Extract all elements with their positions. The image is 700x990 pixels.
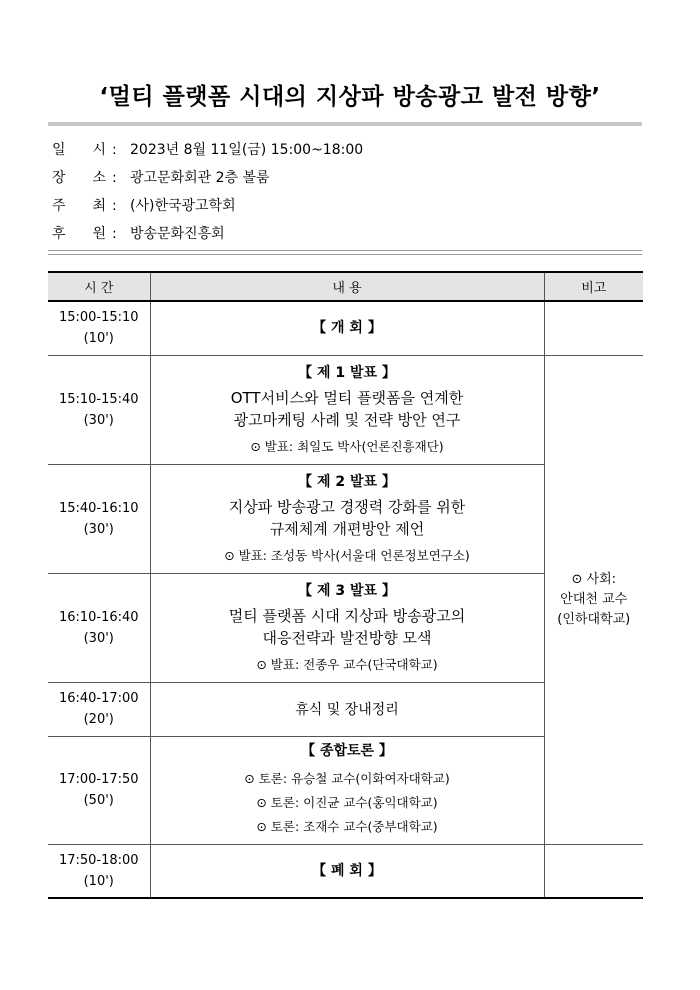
moderator-name: 안대천 교수 — [560, 591, 628, 607]
discussant: ⊙ 토론: 조재수 교수(중부대학교) — [256, 819, 438, 834]
section-title: 【 제 2 발표 】 — [298, 473, 396, 490]
info-row-venue — [52, 168, 363, 196]
info-label-b: 시 — [92, 142, 106, 158]
info-row-sponsor — [52, 224, 363, 252]
topic-line: OTT서비스와 멀티 플랫폼을 연계한 — [230, 388, 464, 407]
moderator-cell — [544, 355, 643, 844]
duration: (20') — [83, 712, 114, 727]
table-header-row — [48, 272, 643, 301]
time-cell — [48, 736, 150, 844]
presenter: ⊙ 발표: 조성동 박사(서울대 언론정보연구소) — [224, 547, 470, 563]
note-cell — [544, 301, 643, 355]
topic — [151, 605, 544, 649]
table-row — [48, 301, 643, 355]
info-separator: : — [112, 142, 117, 158]
info-separator: : — [112, 226, 117, 242]
discussant: ⊙ 토론: 이진균 교수(홍익대학교) — [256, 795, 438, 810]
time-range: 16:10-16:40 — [58, 609, 139, 625]
info-value-host: (사)한국광고학회 — [130, 198, 236, 214]
info-label-a: 일 — [52, 142, 66, 158]
moderator-label: ⊙ 사회: — [571, 571, 617, 587]
topic-line: 지상파 방송광고 경쟁력 강화를 위한 — [228, 497, 466, 516]
presenter: ⊙ 발표: 전종우 교수(단국대학교) — [256, 656, 438, 672]
presenter: ⊙ 발표: 최일도 박사(언론진흥재단) — [250, 438, 444, 454]
info-label-b: 원 — [92, 226, 106, 242]
document-title: ‘멀티 플랫폼 시대의 지상파 방송광고 발전 방향’ — [99, 84, 601, 110]
moderator-affiliation: (인하대학교) — [557, 611, 631, 627]
duration: (50') — [83, 793, 114, 808]
header-note: 비고 — [544, 272, 643, 301]
info-divider-bottom — [48, 254, 642, 255]
info-label-b: 최 — [92, 198, 106, 214]
content-cell — [150, 464, 544, 573]
info-label-a: 장 — [52, 170, 66, 186]
discussant: ⊙ 토론: 유승철 교수(이화여자대학교) — [244, 771, 450, 786]
info-value-date: 2023년 8월 11일(금) 15:00~18:00 — [130, 142, 364, 158]
time-range: 15:00-15:10 — [58, 310, 139, 326]
topic-line: 멀티 플랫폼 시대 지상파 방송광고의 — [228, 606, 466, 625]
header-time: 시 간 — [48, 272, 150, 301]
duration: (30') — [83, 521, 114, 537]
topic-line: 대응전략과 발전방향 모색 — [262, 628, 432, 647]
duration: (30') — [83, 412, 114, 428]
info-label-a: 주 — [52, 198, 66, 214]
duration: (30') — [83, 630, 114, 646]
info-label-a: 후 — [52, 226, 66, 242]
content-cell — [150, 301, 544, 355]
section-title: 【 폐 회 】 — [312, 862, 382, 879]
time-range: 15:10-15:40 — [58, 391, 139, 407]
section-title: 【 제 3 발표 】 — [298, 582, 396, 599]
topic-line: 광고마케팅 사례 및 전략 방안 연구 — [233, 410, 461, 429]
info-separator: : — [112, 170, 117, 186]
info-row-date — [52, 140, 363, 168]
time-range: 15:40-16:10 — [58, 500, 139, 516]
info-value-venue: 광고문화회관 2층 볼룸 — [130, 170, 270, 186]
info-label-b: 소 — [92, 170, 106, 186]
info-value-sponsor: 방송문화진흥회 — [130, 226, 225, 242]
duration: (10') — [83, 331, 114, 347]
topic-line: 규제체계 개편방안 제언 — [269, 519, 425, 538]
header-content: 내 용 — [150, 272, 544, 301]
table-row — [48, 355, 643, 464]
content-cell — [150, 682, 544, 736]
topic — [151, 387, 544, 431]
time-cell — [48, 301, 150, 355]
section-title: 【 제 1 발표 】 — [298, 364, 396, 381]
section-title: 【 개 회 】 — [312, 320, 382, 337]
section-title: 【 종합토론 】 — [301, 743, 393, 759]
time-range: 17:50-18:00 — [58, 852, 139, 868]
topic — [151, 496, 544, 540]
time-range: 17:00-17:50 — [58, 772, 139, 787]
info-row-host — [52, 196, 363, 224]
note-cell — [544, 844, 643, 898]
time-cell — [48, 464, 150, 573]
content-cell — [150, 844, 544, 898]
title-divider — [48, 122, 642, 126]
break-text: 휴식 및 장내정리 — [295, 702, 399, 718]
event-info — [52, 140, 363, 252]
info-divider-top — [48, 250, 642, 251]
schedule-table — [48, 271, 643, 899]
time-range: 16:40-17:00 — [58, 691, 139, 706]
time-cell — [48, 682, 150, 736]
time-cell — [48, 573, 150, 682]
content-cell — [150, 736, 544, 844]
time-cell — [48, 844, 150, 898]
time-cell — [48, 355, 150, 464]
content-cell — [150, 573, 544, 682]
info-separator: : — [112, 198, 117, 214]
content-cell — [150, 355, 544, 464]
duration: (10') — [83, 873, 114, 889]
table-row — [48, 844, 643, 898]
